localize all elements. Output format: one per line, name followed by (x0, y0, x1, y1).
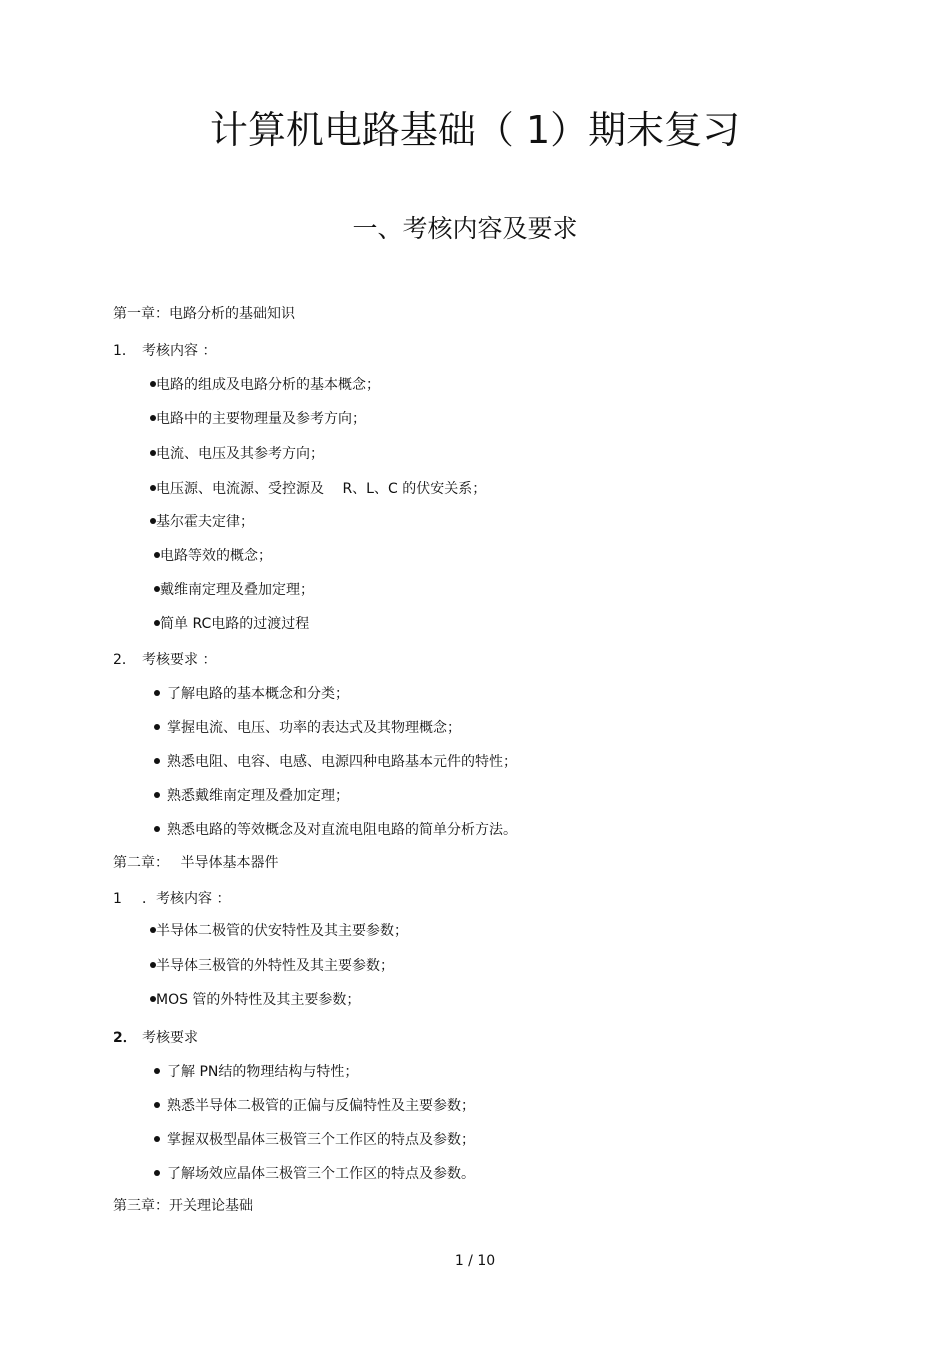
list-item: 掌握电流、电压、功率的表达式及其物理概念； (154, 718, 461, 738)
chapter-1-requirements-label (113, 650, 216, 670)
bullet-icon (150, 415, 156, 421)
bullet-icon (150, 962, 156, 968)
bullet-icon (154, 724, 160, 730)
bullet-icon (150, 485, 156, 491)
chapter-3-heading: 第三章：开关理论基础 (113, 1198, 253, 1214)
chapter-2-requirements-label (113, 1028, 198, 1048)
list-item: 电路的组成及电路分析的基本概念； (150, 375, 380, 395)
bullet-icon (154, 1068, 160, 1074)
bullet-icon (154, 1170, 160, 1176)
bullet-icon (154, 690, 160, 696)
chapter-1-heading: 第一章：电路分析的基础知识 (113, 306, 295, 322)
list-item: 了解场效应晶体三极管三个工作区的特点及参数。 (154, 1164, 475, 1184)
list-item: 了解电路的基本概念和分类； (154, 684, 349, 704)
list-item: 熟悉电阻、电容、电感、电源四种电路基本元件的特性； (154, 752, 517, 772)
label-text: 考核要求 (142, 1030, 198, 1046)
bullet-icon (154, 758, 160, 764)
list-item: 电路中的主要物理量及参考方向； (150, 409, 366, 429)
list-item: 戴维南定理及叠加定理； (154, 580, 314, 600)
list-item: 半导体三极管的外特性及其主要参数； (150, 956, 394, 976)
list-item: 掌握双极型晶体三极管三个工作区的特点及参数； (154, 1130, 475, 1150)
list-item: 电流、电压及其参考方向； (150, 444, 324, 464)
page-indicator: 1 / 10 (454, 1253, 496, 1269)
bullet-icon (154, 552, 160, 558)
list-item: 熟悉电路的等效概念及对直流电阻电路的简单分析方法。 (154, 820, 517, 840)
label-text: 考核要求 ： (142, 652, 217, 668)
bullet-icon (154, 792, 160, 798)
list-number: 2． (113, 1030, 137, 1046)
bullet-icon (154, 1102, 160, 1108)
bullet-icon (154, 826, 160, 832)
document-title: 计算机电路基础（ 1）期末复习 (209, 108, 741, 152)
list-item: 电路等效的概念； (154, 546, 272, 566)
chapter-2-heading: 第二章： 半导体基本器件 (113, 855, 279, 871)
section-title: 一、考核内容及要求 (352, 214, 578, 243)
label-text: 考核内容 ： (142, 343, 217, 359)
list-number: 1． (113, 343, 136, 359)
bullet-icon (150, 381, 156, 387)
bullet-icon (154, 1136, 160, 1142)
list-number: 2． (113, 652, 136, 668)
list-item: 熟悉戴维南定理及叠加定理； (154, 786, 349, 806)
bullet-icon (150, 927, 156, 933)
list-item: 基尔霍夫定律； (150, 512, 254, 532)
list-item: 熟悉半导体二极管的正偏与反偏特性及主要参数； (154, 1096, 475, 1116)
list-item: 电压源、电流源、受控源及 R、L、C 的伏安关系； (150, 479, 486, 499)
list-number: 1 (113, 891, 122, 907)
list-item: 简单 RC电路的过渡过程 (154, 614, 309, 634)
bullet-icon (154, 620, 160, 626)
bullet-icon (150, 996, 156, 1002)
bullet-icon (150, 450, 156, 456)
list-item: 半导体二极管的伏安特性及其主要参数； (150, 921, 408, 941)
chapter-2-content-label (113, 889, 230, 909)
list-item: 了解 PN结的物理结构与特性； (154, 1062, 358, 1082)
label-text: ．考核内容 ： (142, 891, 231, 907)
bullet-icon (154, 586, 160, 592)
chapter-1-content-label (113, 341, 216, 361)
bullet-icon (150, 518, 156, 524)
list-item: MOS 管的外特性及其主要参数； (150, 990, 360, 1010)
